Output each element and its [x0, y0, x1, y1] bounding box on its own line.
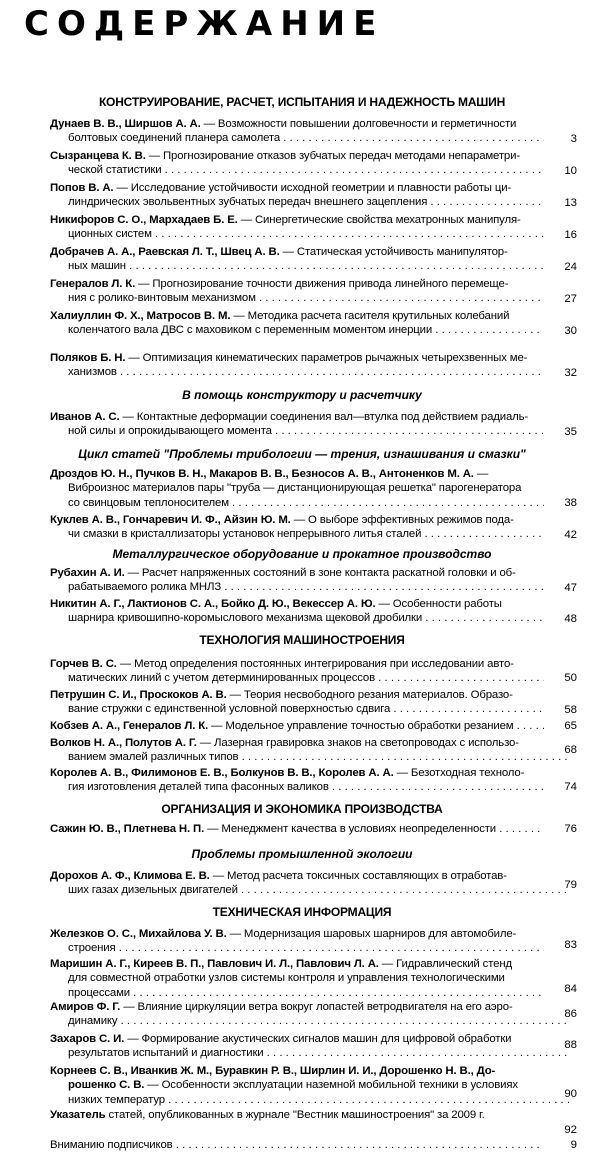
entry-page-number: 68: [544, 743, 577, 757]
entry-page-number: 47: [544, 581, 577, 595]
entry-page-number: 35: [544, 425, 577, 439]
toc-entry: [50, 117, 570, 146]
entry-title: — Особенности эксплуатации наземной мобильной техники в условиях: [144, 1079, 518, 1092]
entry-authors: Добрачев А. А., Раевская Л. Т., Швец А. В.: [50, 246, 280, 258]
entry-title: — Гидравлический стенд: [378, 958, 512, 970]
entry-title-cont: строения: [68, 942, 116, 955]
entry-authors: Поляков Б. Н.: [50, 352, 126, 364]
entry-page-number: 90: [544, 1087, 577, 1101]
entry-title-cont: ханизмов: [68, 366, 117, 379]
entry-page-number: 50: [544, 671, 577, 685]
entry-page-number: 32: [544, 366, 577, 380]
entry-title-cont: со свинцовым теплоносителем: [68, 496, 229, 509]
entry-title: — Контактные деформации соединения вал—втулка под действием радиаль-: [119, 411, 529, 423]
entry-title-cont: рабатываемого ролика МНЛЗ: [68, 581, 222, 594]
entry-title-cont: ческой статистики: [68, 164, 162, 177]
entry-authors: Дорохов А. Ф., Климова Е. В.: [50, 870, 210, 882]
entry-authors: Маришин А. Г., Киреев В. П., Павлович И. Л., Павлович Л. А.: [50, 958, 379, 970]
toc-entry: [50, 245, 570, 274]
entry-page-number: 86: [544, 1007, 577, 1021]
entry-title: — Лазерная гравировка знаков на светопроводах с использо-: [196, 737, 519, 749]
entry-title: —: [473, 468, 489, 480]
entry-page-number: 79: [544, 878, 577, 892]
entry-page-number: 76: [544, 822, 577, 836]
entry-authors: Волков Н. А., Полутов А. Г.: [50, 737, 197, 749]
toc-entry: [50, 957, 570, 1000]
entry-title: статей, опубликованных в журнале "Вестник машиностроения" за 2009 г.: [105, 1109, 485, 1121]
toc-entry: [50, 566, 570, 595]
entry-authors: Сажин Ю. В., Плетнева Н. П.: [50, 823, 205, 835]
toc-entry: [50, 927, 570, 956]
entry-title-cont: низких температур: [68, 1093, 165, 1106]
entry-page-number: 83: [544, 938, 577, 952]
entry-authors: Иванов А. С.: [50, 411, 120, 423]
entry-title: — Расчет напряженных состояний в зоне контакта раскатной головки и об-: [124, 567, 516, 579]
entry-authors: Горчев В. С.: [50, 658, 117, 670]
entry-title-cont: ционных систем: [68, 228, 152, 241]
entry-authors-cont: рошенко С. В.: [68, 1079, 145, 1092]
entry-page-number: 27: [544, 292, 577, 306]
entry-title-cont: гия изготовления деталей типа фасонных валиков: [68, 781, 329, 794]
entry-authors: Куклев А. В., Гончаревич И. Ф., Айзин Ю. М.: [50, 514, 291, 526]
toc-entry: [50, 657, 570, 686]
entry-page-number: 65: [544, 719, 577, 733]
entry-title: — Синергетические свойства мехатронных манипуля-: [237, 214, 521, 226]
entry-page-number: 42: [544, 528, 577, 542]
toc-entry: [50, 309, 570, 338]
entry-authors: Никитин А. Г., Лактионов С. А., Бойко Д. Ю., Векессер А. Ю.: [50, 598, 376, 610]
entry-authors: Никифоров С. О., Мархадаев Б. Е.: [50, 214, 238, 226]
entry-authors: Амиров Ф. Г.: [50, 1001, 121, 1013]
page-title: СОДЕРЖАНИЕ: [24, 4, 385, 44]
entry-authors: Генералов Л. К.: [50, 278, 136, 290]
entry-page-number: 92: [544, 1123, 577, 1137]
toc-entry: [50, 213, 570, 242]
entry-authors: Халиуллин Ф. Х., Матросов В. М.: [50, 310, 231, 322]
entry-page-number: 88: [544, 1038, 577, 1052]
section-heading: ТЕХНОЛОГИЯ МАШИНОСТРОЕНИЯ: [199, 633, 405, 647]
toc-entry: [50, 766, 570, 795]
entry-title-cont: болтовых соединений планера самолета: [68, 132, 281, 145]
toc-entry: [50, 736, 570, 765]
entry-title: — Возможности повышении долговечности и герметичности: [200, 118, 517, 130]
entry-page-number: 24: [544, 260, 577, 274]
toc-entry: [50, 869, 570, 898]
entry-title-cont: линдрических эвольвентных зубчатых передач внешнего зацепления: [68, 196, 428, 209]
entry-title: — Формирование акустических сигналов машин для цифровой обработки: [124, 1033, 512, 1045]
subsection-heading: В помощь конструктору и расчетчику: [182, 388, 422, 402]
entry-authors: Дроздов Ю. Н., Пучков В. Н., Макаров В. В., Безносов А. В., Антоненков М. А.: [50, 468, 474, 480]
toc-entry: [50, 597, 570, 626]
toc-entry: [50, 1064, 570, 1107]
section-heading: ТЕХНИЧЕСКАЯ ИНФОРМАЦИЯ: [212, 905, 392, 919]
entry-title-cont: коленчатого вала ДВС с маховиком с переменным моментом инерции: [68, 324, 433, 337]
entry-title: — Модернизация шаровых шарниров для автомобиле-: [226, 928, 517, 940]
entry-title: — О выборе эффективных режимов пода-: [290, 514, 514, 526]
subsection-heading: Цикл статей "Проблемы трибологии — трения, изнашивания и смазки": [78, 447, 526, 461]
entry-title-cont: ших газах дизельных двигателей: [68, 884, 238, 897]
entry-title-cont: результатов испытаний и диагностики: [68, 1047, 264, 1060]
subsection-heading: Металлургическое оборудование и прокатное производство: [112, 547, 492, 561]
entry-authors: Рубахин А. И.: [50, 567, 125, 579]
entry-title-cont: для совместной отработки узлов системы контроля и управления технологическими: [68, 972, 505, 985]
entry-authors: Захаров С. И.: [50, 1033, 125, 1045]
entry-title: — Безотходная техноло-: [393, 767, 525, 779]
toc-entry: [50, 1108, 570, 1122]
entry-title: — Менеджмент качества в условиях неопределенности: [204, 823, 497, 835]
entry-authors: Сызранцева К. В.: [50, 150, 146, 162]
entry-title-cont: Виброизнос материалов пары "труба — дистанционирующая решетка" парогенератора: [68, 482, 522, 495]
toc-entry: [50, 1032, 570, 1061]
entry-authors: Дунаев В. В., Ширшов А. А.: [50, 118, 201, 130]
entry-title: Вниманию подписчиков: [50, 1139, 173, 1151]
toc-entry: [50, 1138, 570, 1152]
toc-entry: [50, 181, 570, 210]
toc-entry: [50, 822, 570, 836]
entry-title: — Оптимизация кинематических параметров рычажных четырехзвенных ме-: [125, 352, 528, 364]
entry-authors: Кобзев А. А., Генералов Л. К.: [50, 720, 209, 732]
entry-page-number: 30: [544, 324, 577, 338]
entry-title: — Теория несвободного резания материалов. Образо-: [226, 689, 513, 701]
entry-title-cont: ных машин: [68, 260, 126, 273]
entry-authors: Указатель: [50, 1109, 106, 1121]
entry-title-cont: ния с ролико-винтовым механизмом: [68, 292, 256, 305]
entry-title-cont: ной силы и опрокидывающего момента: [68, 425, 272, 438]
entry-page-number: 74: [544, 780, 577, 794]
entry-authors: Попов В. А.: [50, 182, 114, 194]
entry-page-number: 58: [544, 703, 577, 717]
entry-title-cont: матических линий с учетом детерминированных процессов: [68, 672, 376, 685]
entry-title-cont: шарнира кривошипно-коромыслового механизма щековой дробилки: [68, 612, 423, 625]
toc-entry: [50, 688, 570, 717]
toc-entry: [50, 351, 570, 380]
subsection-heading: Проблемы промышленной экологии: [191, 847, 413, 861]
section-heading: ОРГАНИЗАЦИЯ И ЭКОНОМИКА ПРОИЗВОДСТВА: [161, 802, 443, 816]
entry-page-number: 48: [544, 612, 577, 626]
entry-authors: Корнеев С. В., Иванкив Ж. М., Буравкин Р. В., Ширлин И. И., Дорошенко Н. В., До-: [50, 1065, 496, 1077]
entry-title: — Особенности работы: [375, 598, 502, 610]
toc-entry: [50, 410, 570, 439]
entry-title-cont: процессами: [68, 986, 130, 999]
entry-page-number: 9: [544, 1138, 577, 1152]
entry-title: — Метод определения постоянных интегрирования при исследовании авто-: [116, 658, 514, 670]
entry-title-cont: чи смазки в кристаллизаторы установок непрерывного литья сталей: [68, 528, 422, 541]
entry-title: — Модельное управление точностью обработки резанием: [208, 720, 514, 732]
section-heading: КОНСТРУИРОВАНИЕ, РАСЧЕТ, ИСПЫТАНИЯ И НАДЕЖНОСТЬ МАШИН: [98, 95, 506, 109]
entry-page-number: 13: [544, 196, 577, 210]
entry-title: — Методика расчета гасителя крутильных колебаний: [230, 310, 510, 322]
entry-authors: Железков О. С., Михайлова У. В.: [50, 928, 227, 940]
entry-page-number: 84: [544, 982, 577, 996]
entry-authors: Королев А. В., Филимонов Е. В., Болкунов В. В., Королев А. А.: [50, 767, 394, 779]
entry-page-number: 3: [544, 132, 577, 146]
entry-authors: Петрушин С. И., Проскоков А. В.: [50, 689, 227, 701]
entry-title: — Прогнозирование отказов зубчатых передач методами непараметри-: [145, 150, 520, 162]
entry-title-cont: динамику: [68, 1015, 118, 1028]
entry-page-number: 38: [544, 496, 577, 510]
entry-title-cont: вание стружки с единственной условной поверхностью сдвига: [68, 703, 391, 716]
toc-entry: [50, 277, 570, 306]
toc-entry: [50, 1000, 570, 1029]
toc-entry: [50, 149, 570, 178]
entry-title: — Статическая устойчивость манипулятор-: [279, 246, 508, 258]
entry-page-number: 10: [544, 164, 577, 178]
toc-entry: [50, 513, 570, 542]
entry-title-cont: ванием эмалей различных типов: [68, 751, 239, 764]
entry-title: — Метод расчета токсичных составляющих в отработав-: [209, 870, 507, 882]
entry-title: — Прогнозирование точности движения привода линейного перемеще-: [135, 278, 509, 290]
toc-entry: [50, 719, 570, 733]
toc-entry: [50, 467, 570, 510]
entry-title: — Исследование устойчивости исходной геометрии и плавности работы ци-: [113, 182, 512, 194]
entry-title: — Влияние циркуляции ветра вокруг лопастей ветродвигателя на его аэро-: [120, 1001, 513, 1013]
entry-page-number: 16: [544, 228, 577, 242]
